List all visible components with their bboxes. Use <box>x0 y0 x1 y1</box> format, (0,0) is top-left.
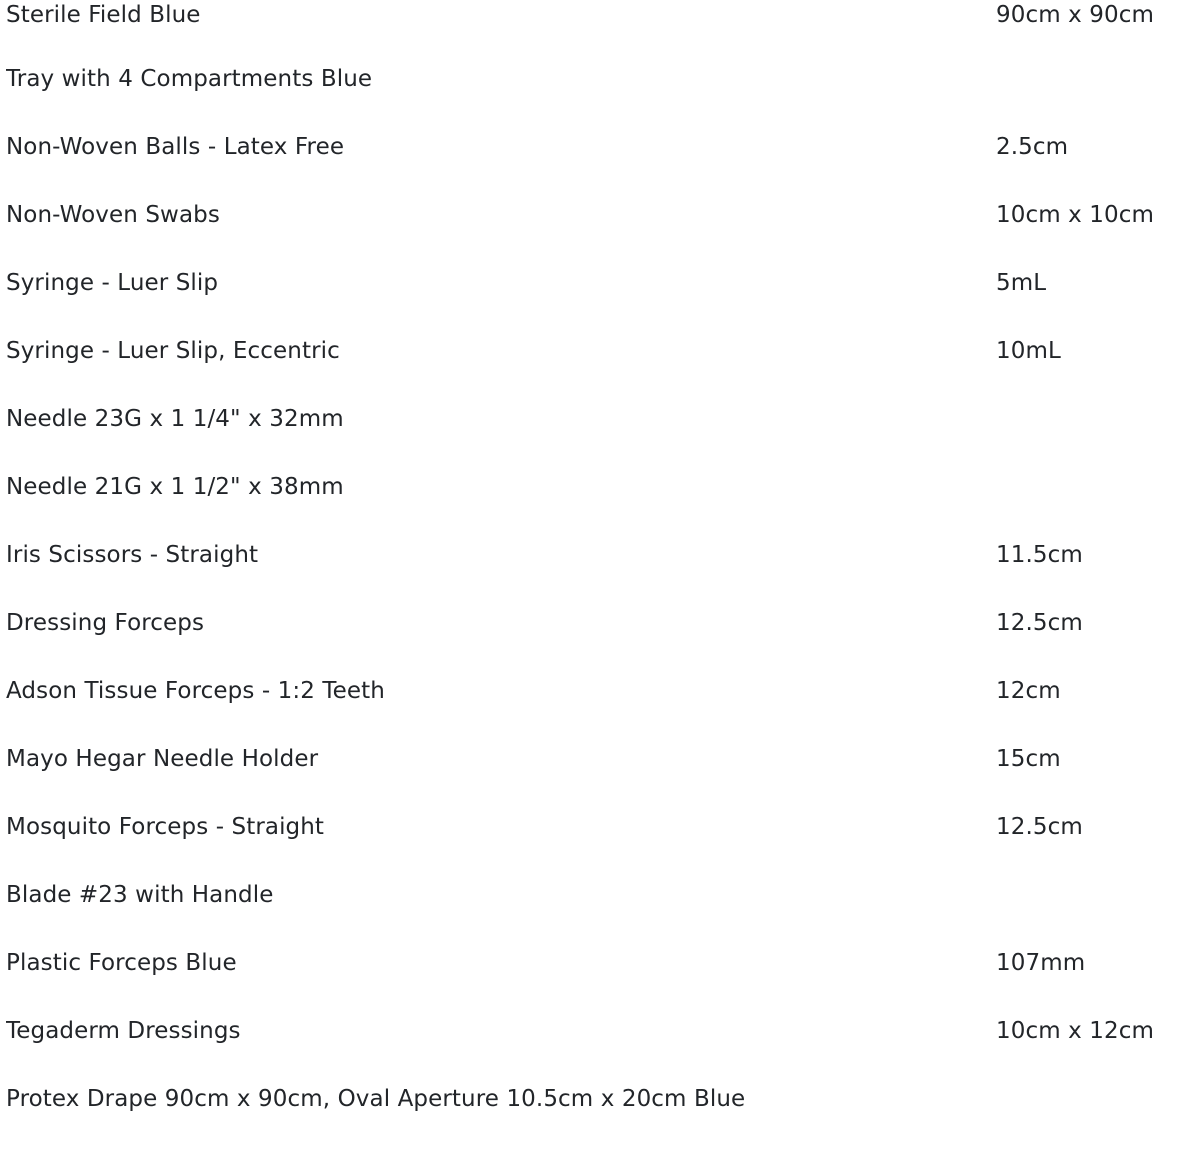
item-name: Iris Scissors - Straight <box>6 542 259 568</box>
list-item <box>0 336 1196 404</box>
item-value: 2.5cm <box>996 134 1069 160</box>
item-name: Non-Woven Swabs <box>6 202 220 228</box>
list-item <box>0 64 1196 132</box>
item-value: 12.5cm <box>996 610 1083 636</box>
item-value: 5mL <box>996 270 1047 296</box>
item-name: Plastic Forceps Blue <box>6 950 237 976</box>
item-name: Mayo Hegar Needle Holder <box>6 746 319 772</box>
list-item <box>0 676 1196 744</box>
item-name: Adson Tissue Forceps - 1:2 Teeth <box>6 678 385 704</box>
item-value: 15cm <box>996 746 1061 772</box>
item-name: Syringe - Luer Slip <box>6 270 219 296</box>
list-item <box>0 0 1196 64</box>
list-item <box>0 608 1196 676</box>
item-name: Protex Drape 90cm x 90cm, Oval Aperture 10.5cm x 20cm Blue <box>6 1086 746 1112</box>
item-value: 90cm x 90cm <box>996 2 1154 28</box>
list-item <box>0 268 1196 336</box>
item-name: Mosquito Forceps - Straight <box>6 814 325 840</box>
item-value: 10cm x 10cm <box>996 202 1154 228</box>
item-name: Tray with 4 Compartments Blue <box>6 66 373 92</box>
item-name: Tegaderm Dressings <box>6 1018 241 1044</box>
list-item <box>0 132 1196 200</box>
item-value: 11.5cm <box>996 542 1083 568</box>
item-name: Non-Woven Balls - Latex Free <box>6 134 345 160</box>
list-item <box>0 1016 1196 1084</box>
item-name: Blade #23 with Handle <box>6 882 274 908</box>
list-item <box>0 880 1196 948</box>
item-name: Dressing Forceps <box>6 610 205 636</box>
list-item <box>0 540 1196 608</box>
list-item <box>0 812 1196 880</box>
list-item <box>0 404 1196 472</box>
item-value: 10mL <box>996 338 1061 364</box>
item-name: Syringe - Luer Slip, Eccentric <box>6 338 340 364</box>
item-value: 10cm x 12cm <box>996 1018 1154 1044</box>
list-item <box>0 948 1196 1016</box>
item-name: Sterile Field Blue <box>6 2 201 28</box>
item-name: Needle 23G x 1 1/4" x 32mm <box>6 406 344 432</box>
item-value: 107mm <box>996 950 1086 976</box>
item-name: Needle 21G x 1 1/2" x 38mm <box>6 474 344 500</box>
list-item <box>0 1084 1196 1152</box>
item-value: 12cm <box>996 678 1061 704</box>
list-item <box>0 744 1196 812</box>
list-item <box>0 472 1196 540</box>
list-item <box>0 200 1196 268</box>
item-value: 12.5cm <box>996 814 1083 840</box>
